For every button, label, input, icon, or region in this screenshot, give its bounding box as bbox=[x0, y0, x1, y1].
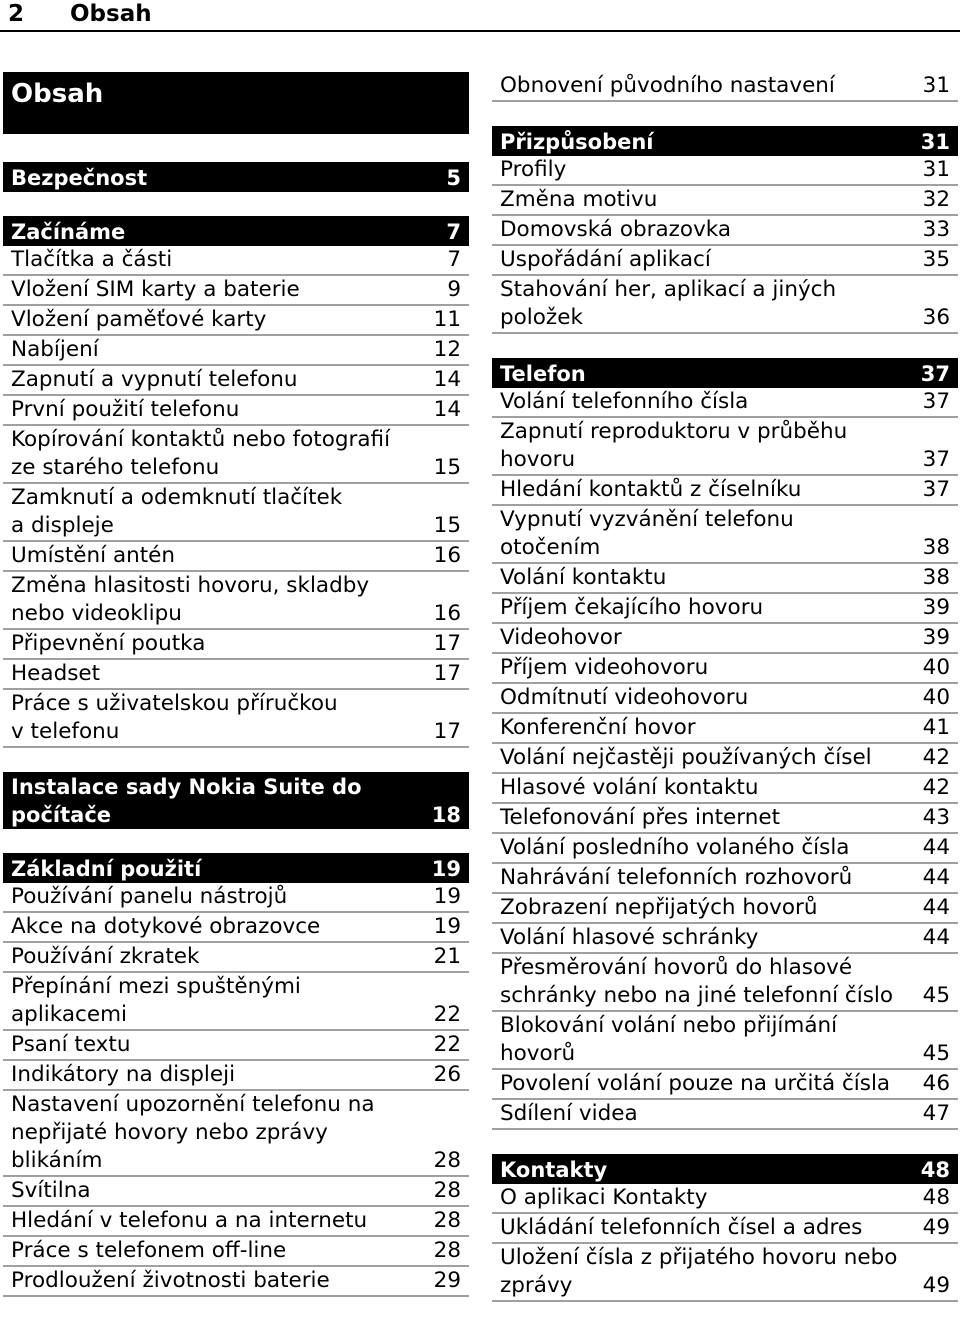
toc-entry[interactable] bbox=[3, 1237, 469, 1267]
toc-entry-title: Vložení SIM karty a baterie bbox=[11, 277, 300, 302]
toc-entry-title: Práce s telefonem off-line bbox=[11, 1238, 287, 1263]
section-heading[interactable] bbox=[492, 358, 958, 388]
toc-entry[interactable] bbox=[3, 1031, 469, 1061]
toc-entry-page: 38 bbox=[922, 565, 950, 590]
toc-entry[interactable] bbox=[3, 246, 469, 276]
section-heading-title: Bezpečnost bbox=[11, 166, 148, 190]
toc-entry-title: Videohovor bbox=[500, 625, 622, 650]
toc-entry-title: Hledání v telefonu a na internetu bbox=[11, 1208, 368, 1233]
toc-entry-title: Tlačítka a části bbox=[11, 247, 173, 272]
toc-entry[interactable] bbox=[492, 476, 958, 506]
toc-entry-page: 40 bbox=[922, 685, 950, 710]
toc-entry-title: Indikátory na displeji bbox=[11, 1062, 236, 1087]
toc-entry-page: 19 bbox=[433, 914, 461, 939]
section-heading-title: Základní použití bbox=[11, 857, 202, 881]
section-heading-page: 19 bbox=[431, 857, 461, 881]
toc-entry-page: 7 bbox=[447, 247, 461, 272]
section-heading-page: 48 bbox=[920, 1158, 950, 1182]
toc-entry[interactable] bbox=[3, 973, 469, 1031]
toc-entry-page: 33 bbox=[922, 217, 950, 242]
toc-entry[interactable] bbox=[492, 894, 958, 924]
toc-entry-title: Sdílení videa bbox=[500, 1101, 638, 1126]
section-heading[interactable] bbox=[492, 126, 958, 156]
toc-entry[interactable] bbox=[492, 156, 958, 186]
toc-entry[interactable] bbox=[3, 913, 469, 943]
toc-entry[interactable] bbox=[492, 864, 958, 894]
toc-entry-page: 44 bbox=[922, 925, 950, 950]
toc-entry[interactable] bbox=[492, 186, 958, 216]
toc-entry-page: 45 bbox=[922, 1041, 950, 1066]
toc-section bbox=[492, 358, 958, 1130]
toc-entry-page: 28 bbox=[433, 1208, 461, 1233]
toc-entry[interactable] bbox=[492, 654, 958, 684]
toc-entry-title: Blokování volání nebo přijímání hovorů bbox=[500, 1013, 838, 1066]
toc-lead-entries bbox=[492, 72, 958, 102]
toc-entry-page: 28 bbox=[433, 1148, 461, 1173]
toc-entry-page: 49 bbox=[922, 1273, 950, 1298]
toc-entry[interactable] bbox=[492, 594, 958, 624]
toc-entry-title: Prodloužení životnosti baterie bbox=[11, 1268, 330, 1293]
toc-entry[interactable] bbox=[3, 306, 469, 336]
toc-entry[interactable] bbox=[492, 1070, 958, 1100]
toc-entry-title: Povolení volání pouze na určitá čísla bbox=[500, 1071, 891, 1096]
toc-entry-title: Telefonování přes internet bbox=[500, 805, 781, 830]
toc-entry-page: 17 bbox=[433, 631, 461, 656]
toc-entry-page: 11 bbox=[433, 307, 461, 332]
toc-entry-title: Nahrávání telefonních rozhovorů bbox=[500, 865, 853, 890]
toc-entry[interactable] bbox=[492, 418, 958, 476]
toc-entry[interactable] bbox=[492, 1100, 958, 1130]
section-heading[interactable] bbox=[3, 162, 469, 192]
toc-section bbox=[3, 772, 469, 829]
section-heading[interactable] bbox=[3, 216, 469, 246]
toc-entry-title: Zamknutí a odemknutí tlačítek a displeje bbox=[11, 485, 343, 538]
toc-entry-page: 12 bbox=[433, 337, 461, 362]
toc-entry-page: 42 bbox=[922, 745, 950, 770]
section-heading-page: 18 bbox=[431, 803, 461, 827]
toc-entry-page: 35 bbox=[922, 247, 950, 272]
toc-entry-title: Nastavení upozornění telefonu na nepřijaté hovory nebo zprávy blikáním bbox=[11, 1092, 375, 1173]
toc-entry-title: Připevnění poutka bbox=[11, 631, 206, 656]
toc-entry-title: Svítilna bbox=[11, 1178, 91, 1203]
toc-section bbox=[3, 216, 469, 748]
section-heading-title: Instalace sady Nokia Suite do počítače bbox=[11, 775, 362, 827]
toc-entry[interactable] bbox=[3, 396, 469, 426]
toc-entry[interactable] bbox=[492, 774, 958, 804]
toc-entry-title: Zapnutí reproduktoru v průběhu hovoru bbox=[500, 419, 848, 472]
toc-entry-page: 40 bbox=[922, 655, 950, 680]
toc-entry-page: 47 bbox=[922, 1101, 950, 1126]
toc-entry[interactable] bbox=[3, 366, 469, 396]
toc-entry-title: Konferenční hovor bbox=[500, 715, 696, 740]
toc-entry[interactable] bbox=[492, 624, 958, 654]
toc-entry-title: První použití telefonu bbox=[11, 397, 240, 422]
toc-entry-page: 46 bbox=[922, 1071, 950, 1096]
toc-entry-title: Domovská obrazovka bbox=[500, 217, 732, 242]
running-header bbox=[0, 0, 960, 32]
toc-entry-page: 9 bbox=[447, 277, 461, 302]
toc-entry[interactable] bbox=[3, 690, 469, 748]
toc-entry-title: Ukládání telefonních čísel a adres bbox=[500, 1215, 863, 1240]
toc-entry-title: Uspořádání aplikací bbox=[500, 247, 711, 272]
toc-entry-title: Volání posledního volaného čísla bbox=[500, 835, 850, 860]
toc-entry-title: Volání kontaktu bbox=[500, 565, 667, 590]
toc-entry-title: Psaní textu bbox=[11, 1032, 131, 1057]
toc-entry-title: Změna hlasitosti hovoru, skladby nebo videoklipu bbox=[11, 573, 370, 626]
toc-entry[interactable] bbox=[3, 1207, 469, 1237]
toc-entry[interactable] bbox=[492, 804, 958, 834]
toc-entry-title: Hlasové volání kontaktu bbox=[500, 775, 759, 800]
toc-entry-title: Volání telefonního čísla bbox=[500, 389, 749, 414]
toc-entry-title: Akce na dotykové obrazovce bbox=[11, 914, 321, 939]
toc-entry[interactable] bbox=[3, 336, 469, 366]
toc-section bbox=[492, 126, 958, 334]
toc-entry[interactable] bbox=[492, 1012, 958, 1070]
toc-entry[interactable] bbox=[492, 744, 958, 774]
toc-entry-page: 44 bbox=[922, 895, 950, 920]
toc-entry[interactable] bbox=[492, 276, 958, 334]
toc-column-left bbox=[3, 72, 469, 1321]
toc-section bbox=[3, 162, 469, 192]
toc-entry[interactable] bbox=[492, 924, 958, 954]
page-number: 2 bbox=[8, 1, 25, 27]
toc-entry-title: Přepínání mezi spuštěnými aplikacemi bbox=[11, 974, 301, 1027]
toc-section bbox=[492, 1154, 958, 1302]
toc-entry-page: 16 bbox=[433, 601, 461, 626]
toc-entry-title: Příjem čekajícího hovoru bbox=[500, 595, 764, 620]
toc-entry-title: Kopírování kontaktů nebo fotografií ze starého telefonu bbox=[11, 427, 391, 480]
toc-entry-page: 39 bbox=[922, 625, 950, 650]
toc-entry-page: 17 bbox=[433, 719, 461, 744]
section-heading-title: Začínáme bbox=[11, 220, 126, 244]
toc-entry-page: 31 bbox=[922, 157, 950, 182]
toc-entry[interactable] bbox=[3, 1267, 469, 1297]
toc-column-right bbox=[492, 72, 958, 1326]
toc-entry-title: Používání panelu nástrojů bbox=[11, 884, 288, 909]
toc-entry[interactable] bbox=[3, 572, 469, 630]
toc-entry-page: 44 bbox=[922, 835, 950, 860]
toc-entry-page: 38 bbox=[922, 535, 950, 560]
toc-entry[interactable] bbox=[492, 216, 958, 246]
toc-section bbox=[3, 853, 469, 1297]
section-heading-page: 37 bbox=[920, 362, 950, 386]
toc-entry-page: 37 bbox=[922, 477, 950, 502]
toc-entry-page: 32 bbox=[922, 187, 950, 212]
toc-entry-title: Příjem videohovoru bbox=[500, 655, 709, 680]
section-heading-title: Přizpůsobení bbox=[500, 130, 654, 154]
toc-entry-title: O aplikaci Kontakty bbox=[500, 1185, 708, 1210]
section-heading[interactable] bbox=[492, 1154, 958, 1184]
toc-entry-title: Zobrazení nepřijatých hovorů bbox=[500, 895, 818, 920]
toc-entry[interactable] bbox=[3, 883, 469, 913]
toc-entry[interactable] bbox=[492, 388, 958, 418]
toc-entry-page: 16 bbox=[433, 543, 461, 568]
section-heading-page: 31 bbox=[920, 130, 950, 154]
toc-entry[interactable] bbox=[492, 246, 958, 276]
section-heading[interactable] bbox=[3, 853, 469, 883]
toc-entry[interactable] bbox=[492, 1214, 958, 1244]
toc-entry-title: Přesměrování hovorů do hlasové schránky nebo na jiné telefonní číslo bbox=[500, 955, 894, 1008]
toc-entry-page: 41 bbox=[922, 715, 950, 740]
toc-entry[interactable] bbox=[492, 684, 958, 714]
toc-entry-page: 37 bbox=[922, 389, 950, 414]
toc-entry-page: 14 bbox=[433, 397, 461, 422]
toc-entry-page: 43 bbox=[922, 805, 950, 830]
toc-entry-page: 39 bbox=[922, 595, 950, 620]
toc-entry-page: 36 bbox=[922, 305, 950, 330]
toc-entry-page: 21 bbox=[433, 944, 461, 969]
toc-entry-page: 28 bbox=[433, 1238, 461, 1263]
toc-entry[interactable] bbox=[3, 426, 469, 484]
toc-entry[interactable] bbox=[3, 1177, 469, 1207]
section-heading-title: Kontakty bbox=[500, 1158, 608, 1182]
toc-entry[interactable] bbox=[3, 484, 469, 542]
toc-entry-page: 44 bbox=[922, 865, 950, 890]
toc-entry-page: 22 bbox=[433, 1002, 461, 1027]
toc-entry-title: Hledání kontaktů z číselníku bbox=[500, 477, 802, 502]
toc-entry[interactable] bbox=[492, 564, 958, 594]
toc-entry-page: 31 bbox=[922, 73, 950, 98]
toc-entry-page: 17 bbox=[433, 661, 461, 686]
toc-entry[interactable] bbox=[492, 1244, 958, 1302]
toc-entry-title: Volání nejčastěji používaných čísel bbox=[500, 745, 872, 770]
toc-entry-title: Profily bbox=[500, 157, 567, 182]
toc-entry-title: Zapnutí a vypnutí telefonu bbox=[11, 367, 298, 392]
running-title: Obsah bbox=[70, 1, 152, 27]
toc-entry-page: 15 bbox=[433, 455, 461, 480]
toc-entry-page: 22 bbox=[433, 1032, 461, 1057]
toc-entry-page: 29 bbox=[433, 1268, 461, 1293]
toc-entry[interactable] bbox=[3, 943, 469, 973]
toc-entry-page: 37 bbox=[922, 447, 950, 472]
toc-entry-page: 49 bbox=[922, 1215, 950, 1240]
toc-entry-title: Používání zkratek bbox=[11, 944, 200, 969]
toc-entry[interactable] bbox=[3, 1061, 469, 1091]
toc-entry[interactable] bbox=[3, 276, 469, 306]
toc-entry[interactable] bbox=[492, 954, 958, 1012]
toc-entry-title: Vložení paměťové karty bbox=[11, 307, 267, 332]
toc-entry-title: Volání hlasové schránky bbox=[500, 925, 759, 950]
toc-entry-page: 15 bbox=[433, 513, 461, 538]
toc-entry-title: Nabíjení bbox=[11, 337, 99, 362]
section-heading[interactable] bbox=[3, 772, 469, 829]
toc-entry[interactable] bbox=[492, 72, 958, 102]
toc-entry-title: Uložení čísla z přijatého hovoru nebo zprávy bbox=[500, 1245, 898, 1298]
toc-entry-title: Odmítnutí videohovoru bbox=[500, 685, 749, 710]
toc-entry-page: 26 bbox=[433, 1062, 461, 1087]
section-heading-title: Telefon bbox=[500, 362, 586, 386]
toc-entry-page: 14 bbox=[433, 367, 461, 392]
toc-entry[interactable] bbox=[492, 1184, 958, 1214]
toc-entry-title: Změna motivu bbox=[500, 187, 658, 212]
toc-entry[interactable] bbox=[3, 542, 469, 572]
toc-entry-title: Vypnutí vyzvánění telefonu otočením bbox=[500, 507, 794, 560]
toc-entry-title: Stahování her, aplikací a jiných položek bbox=[500, 277, 837, 330]
toc-entry-title: Práce s uživatelskou příručkou v telefonu bbox=[11, 691, 338, 744]
toc-entry-page: 28 bbox=[433, 1178, 461, 1203]
toc-entry[interactable] bbox=[3, 660, 469, 690]
toc-entry-page: 45 bbox=[922, 983, 950, 1008]
toc-entry[interactable] bbox=[3, 630, 469, 660]
section-heading-page: 7 bbox=[446, 220, 461, 244]
page-title: Obsah bbox=[3, 72, 469, 134]
toc-entry[interactable] bbox=[3, 1091, 469, 1177]
toc-entry-title: Umístění antén bbox=[11, 543, 176, 568]
toc-entry-title: Headset bbox=[11, 661, 101, 686]
toc-entry-page: 48 bbox=[922, 1185, 950, 1210]
toc-entry[interactable] bbox=[492, 834, 958, 864]
toc-entry[interactable] bbox=[492, 714, 958, 744]
section-heading-page: 5 bbox=[446, 166, 461, 190]
toc-entry-page: 19 bbox=[433, 884, 461, 909]
toc-entry[interactable] bbox=[492, 506, 958, 564]
toc-entry-page: 42 bbox=[922, 775, 950, 800]
toc-entry-title: Obnovení původního nastavení bbox=[500, 73, 835, 98]
